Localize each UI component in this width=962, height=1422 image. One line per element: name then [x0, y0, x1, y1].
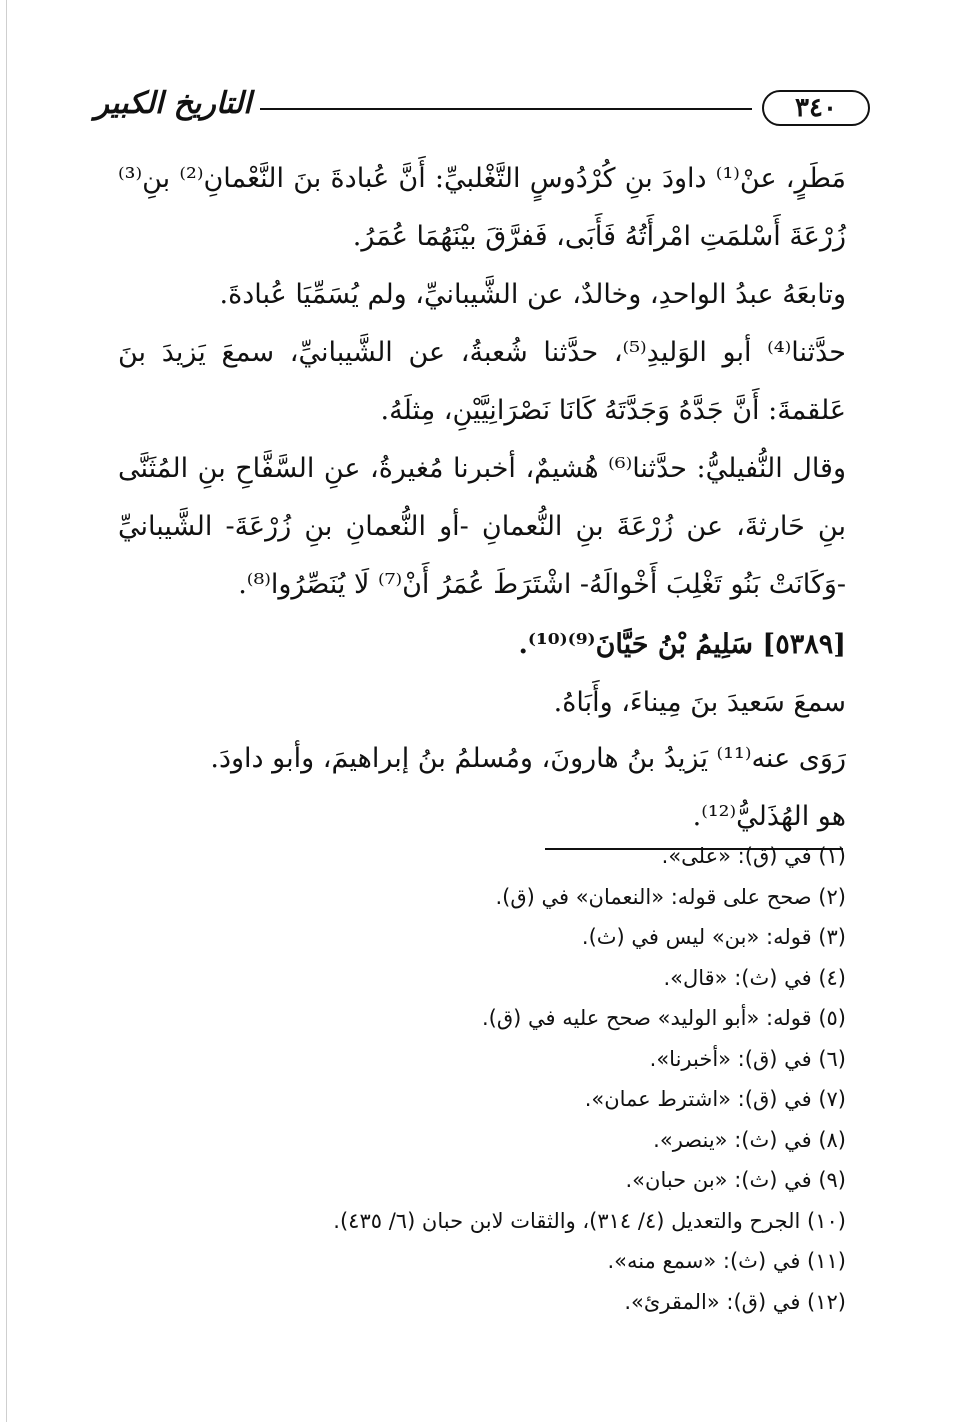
footnotes [200, 836, 846, 1356]
book-title: التاريخ الكبير [94, 86, 252, 121]
footnote-5: (٥) قوله: «أبو الوليد» صحح عليه في (ق). [481, 1006, 846, 1030]
page-header [90, 84, 870, 134]
footnote-10: (١٠) الجرح والتعديل (٤/ ٣١٤)، والثقات لابن حبان (٦/ ٤٣٥). [333, 1208, 846, 1233]
footnote-3: (٣) قوله: «بن» ليس في (ث). [581, 925, 846, 949]
entry-heading: [٥٣٨٩] سَلِيمُ بْنُ حَيَّانَ⁽⁹⁾⁽¹⁰⁾. [518, 629, 846, 660]
paragraph-3: حدَّثنا⁽⁴⁾ أبو الوَليدِ⁽⁵⁾، حدَّثنا شُعبةُ، عن الشَّيبانيِّ، سمعَ يَزيدَ بنَ عَلقمةَ: أَنَّ جَدَّهُ وَجَدَّتَهُ كَانَا نَصْرَانِيَّيْنِ، مِثلَهُ. [118, 337, 846, 426]
paragraph-8: هو الهُذَليُّ⁽¹²⁾. [692, 801, 846, 832]
footnote-7: (٧) في (ق): «اشترط عمان». [584, 1087, 846, 1111]
footnote-1: (١) في (ق): «على». [661, 844, 846, 868]
paragraph-2: وتابعَهُ عبدُ الواحدِ، وخالدٌ، عن الشَّيبانيِّ، ولم يُسَمِّيَا عُبادةَ. [219, 279, 846, 310]
header-rule [260, 108, 752, 110]
paragraph-4: وقال النُّفيليُّ: حدَّثنا⁽⁶⁾ هُشيمٌ، أخبرنا مُغيرةُ، عنِ السَّفَّاحِ بنِ المُثَنَّى بنِ حَارثةَ، عن زُرْعَةَ بنِ النُّعمانِ -أو النُّعمانِ بنِ زُرْعَةَ- الشَّيبانيِّ -وَكَانَتْ بَنُو تَغْلِبَ أَخْوالَهُ- اشْتَرَطَ عُمَرُ أَنْ⁽⁷⁾ لَا يُنَصِّرُوا⁽⁸⁾. [118, 453, 846, 600]
paragraph-1: مَطَرٍ، عنْ⁽¹⁾ داودَ بنِ كُرْدُوسٍ التَّغْلبيِّ: أَنَّ عُبادةَ بنَ النَّعْمانِ⁽²⁾ بنِ⁽³⁾ زُرْعَةَ أَسْلمَتِ امْرأَتُهُ فَأَبَى، فَفرَّقَ بيْنَهُمَا عُمَرُ. [118, 163, 846, 252]
footnote-9: (٩) في (ث): «بن حبان». [625, 1168, 846, 1192]
paragraph-7: رَوَى عنه⁽¹¹⁾ يَزيدُ بنُ هارونَ، ومُسلمُ بنُ إبراهيمَ، وأبو داودَ. [210, 743, 846, 774]
page-edge-line [6, 0, 7, 1422]
footnote-4: (٤) في (ث): «قال». [663, 965, 846, 990]
footnote-8: (٨) في (ث): «ينصر». [653, 1127, 846, 1152]
paragraph-6: سمعَ سَعيدَ بنَ مِيناءَ، وأَبَاهُ. [553, 687, 846, 718]
footnote-11: (١١) في (ث): «سمع منه». [607, 1249, 846, 1273]
footnote-2: (٢) صحح على قوله: «النعمان» في (ق). [495, 884, 846, 909]
footnote-12: (١٢) في (ق): «المقرئ». [624, 1289, 846, 1314]
footnote-6: (٦) في (ق): «أخبرنا». [649, 1046, 846, 1071]
page-number: ٣٤٠ [762, 90, 870, 126]
